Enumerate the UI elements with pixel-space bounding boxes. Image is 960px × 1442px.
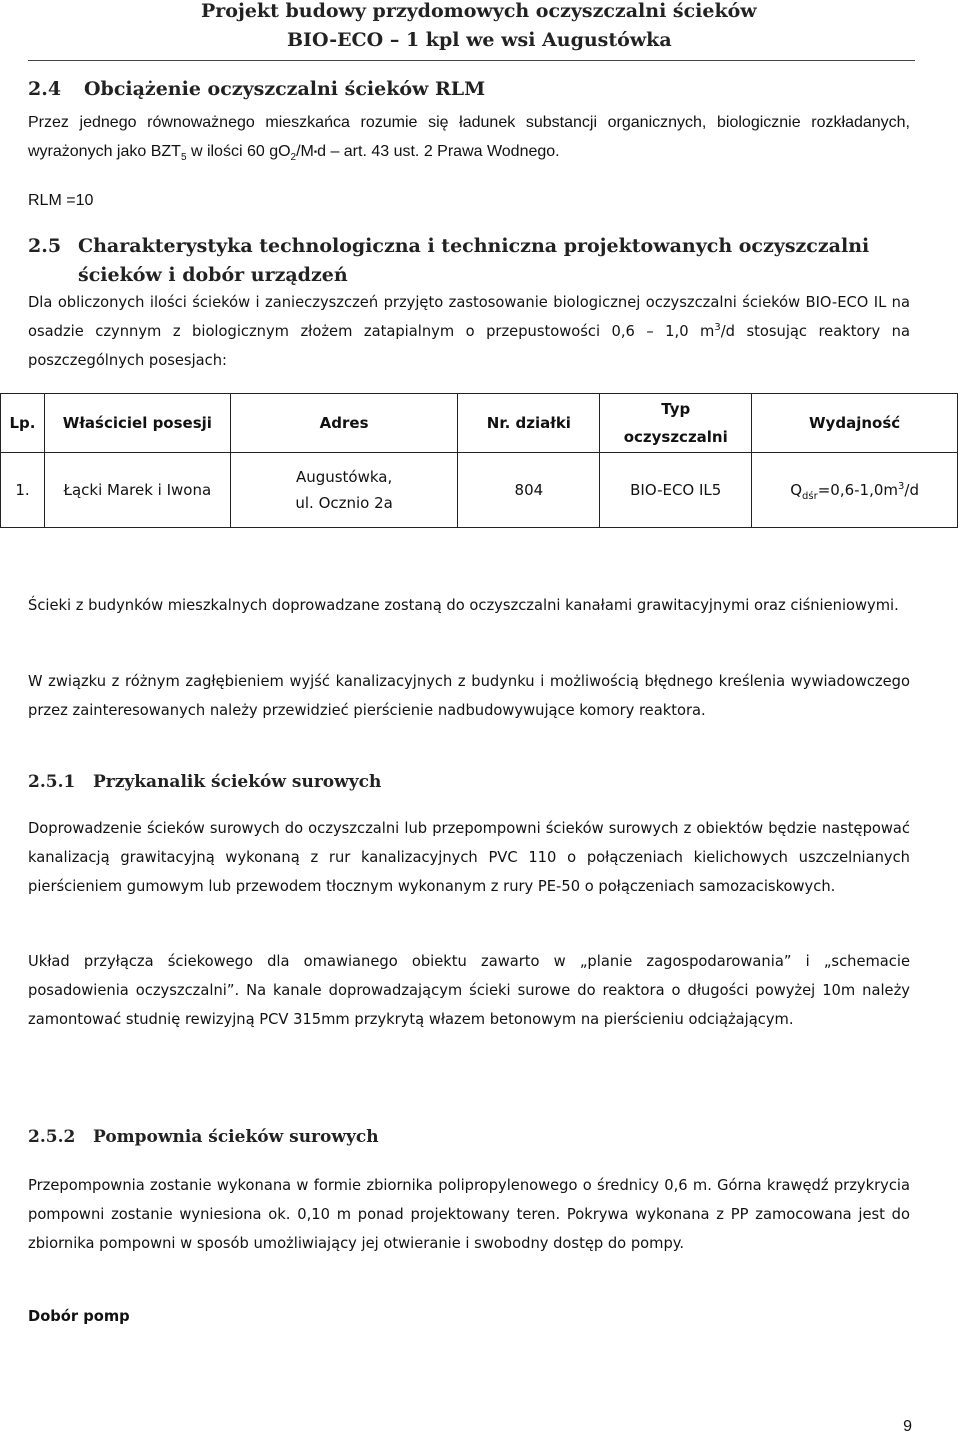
capacity-superscript: 3 [898, 481, 905, 492]
section-number: 2.5.1 [28, 772, 76, 792]
section-2-5-1-heading [28, 772, 381, 792]
header-owner: Właściciel posesji [44, 394, 230, 453]
section-title: Przykanalik ścieków surowych [93, 772, 382, 792]
rlm-value: RLM =10 [28, 192, 94, 209]
capacity-subscript: dśr [802, 491, 818, 502]
rlm-definition-a: Przez jednego równoważnego mieszkańca rozumie się ładunek substancji organicznych, biologicznie rozkładanych, wyrażonych jako BZT [28, 114, 910, 160]
multiplication-dot: ▪ [313, 146, 318, 157]
paragraph-sewage-inflow: Ścieki z budynków mieszkalnych doprowadzane zostaną do oczyszczalni kanałami grawitacyjnymi oraz ciśnieniowymi. [28, 597, 899, 614]
section-2-5-heading [28, 232, 869, 290]
header-address: Adres [230, 394, 458, 453]
address-line1: Augustówka, [295, 468, 393, 486]
table-row [1, 453, 958, 528]
section-number: 2.5 [28, 235, 62, 257]
header-capacity: Wydajność [752, 394, 958, 453]
cell-owner: Łącki Marek i Iwona [44, 453, 230, 528]
section-title: Obciążenie oczyszczalni ścieków RLM [84, 78, 486, 100]
section-2-4-text [28, 108, 910, 166]
rlm-definition-c: /M [296, 143, 314, 160]
o2-subscript: 2 [290, 152, 297, 164]
table-header-row [1, 394, 958, 453]
section-2-5-para-a: Dla obliczonych ilości ścieków i zanieczyszczeń przyjęto zastosowanie biologicznej oczyszczalni ścieków BIO-ECO IL na osadzie czynnym z biologicznym złożem zatapialnym o przepustowości 0,6 – 1,0 m [28, 294, 910, 340]
section-2-5-1-para1: Doprowadzenie ścieków surowych do oczyszczalni lub przepompowni ścieków surowych z obiektów będzie następować kanalizacją grawitacyjną wykonaną z rur kanalizacyjnych PVC 110 o połączeniach kielichowych uszczelnianych pierścieniem gumowym lub przewodem tłocznym wykonanym z rury PE-50 o połączeniach samozaciskowych. [28, 820, 910, 895]
cell-plot: 804 [458, 453, 600, 528]
rlm-definition-b: w ilości 60 gO [186, 143, 291, 160]
header-rule [28, 60, 915, 61]
capacity-value: =0,6-1,0m [817, 481, 899, 499]
header-lp: Lp. [1, 394, 45, 453]
section-2-4-heading [28, 78, 485, 100]
section-title: Pompownia ścieków surowych [93, 1127, 379, 1147]
section-2-5-2-heading [28, 1127, 379, 1147]
section-title-line2: ścieków i dobór urządzeń [78, 264, 348, 286]
capacity-q: Q [790, 481, 803, 499]
header-plot: Nr. działki [458, 394, 600, 453]
page-number: 9 [903, 1418, 912, 1435]
header-title-line2: BIO-ECO – 1 kpl we wsi Augustówka [287, 29, 672, 51]
rlm-definition-d: d – art. 43 ust. 2 Prawa Wodnego. [317, 143, 560, 160]
section-number: 2.4 [28, 78, 62, 100]
address-line2: ul. Ocznio 2a [295, 494, 393, 512]
section-number: 2.5.2 [28, 1127, 76, 1147]
cell-capacity [752, 453, 958, 528]
plants-table [0, 393, 958, 528]
m3-superscript: 3 [714, 322, 721, 334]
section-2-5-para-b: /d stosując reaktory na poszczególnych posesjach: [28, 323, 910, 369]
capacity-unit: /d [904, 481, 919, 499]
bzt-subscript: 5 [180, 152, 187, 164]
header-type-line2: oczyszczalni [623, 428, 728, 446]
pump-selection-heading: Dobór pomp [28, 1308, 130, 1325]
header-title-line1: Projekt budowy przydomowych oczyszczalni ścieków [201, 0, 757, 22]
section-2-5-1-para2: Układ przyłącza ściekowego dla omawianego obiektu zawarto w „planie zagospodarowania” i „schemacie posadowienia oczyszczalni”. Na kanale doprowadzającym ścieki surowe do reaktora o długości powyżej 10m należy zamontować studnię rewizyjną PCV 315mm przykrytą włazem betonowym na pierścieniu odciążającym. [28, 953, 910, 1028]
header-type [600, 394, 752, 453]
cell-type: BIO-ECO IL5 [600, 453, 752, 528]
section-2-5-2-para1: Przepompownia zostanie wykonana w formie zbiornika polipropylenowego o średnicy 0,6 m. Górna krawędź przykrycia pompowni zostanie wyniesiona ok. 0,10 m ponad projektowany teren. Pokrywa wykonana z PP zamocowana jest do zbiornika pompowni w sposób umożliwiający jej otwieranie i swobodny dostęp do pompy. [28, 1177, 910, 1252]
paragraph-depth-note: W związku z różnym zagłębieniem wyjść kanalizacyjnych z budynku i możliwością błędnego kreślenia wywiadowczego przez zainteresowanych należy przewidzieć pierścienie nadbudowywujące komory reaktora. [28, 673, 910, 719]
section-2-5-text [28, 288, 910, 375]
section-title-line1: Charakterystyka technologiczna i techniczna projektowanych oczyszczalni [78, 235, 870, 257]
cell-lp: 1. [1, 453, 45, 528]
header-type-line1: Typ [661, 400, 691, 418]
cell-address [230, 453, 458, 528]
